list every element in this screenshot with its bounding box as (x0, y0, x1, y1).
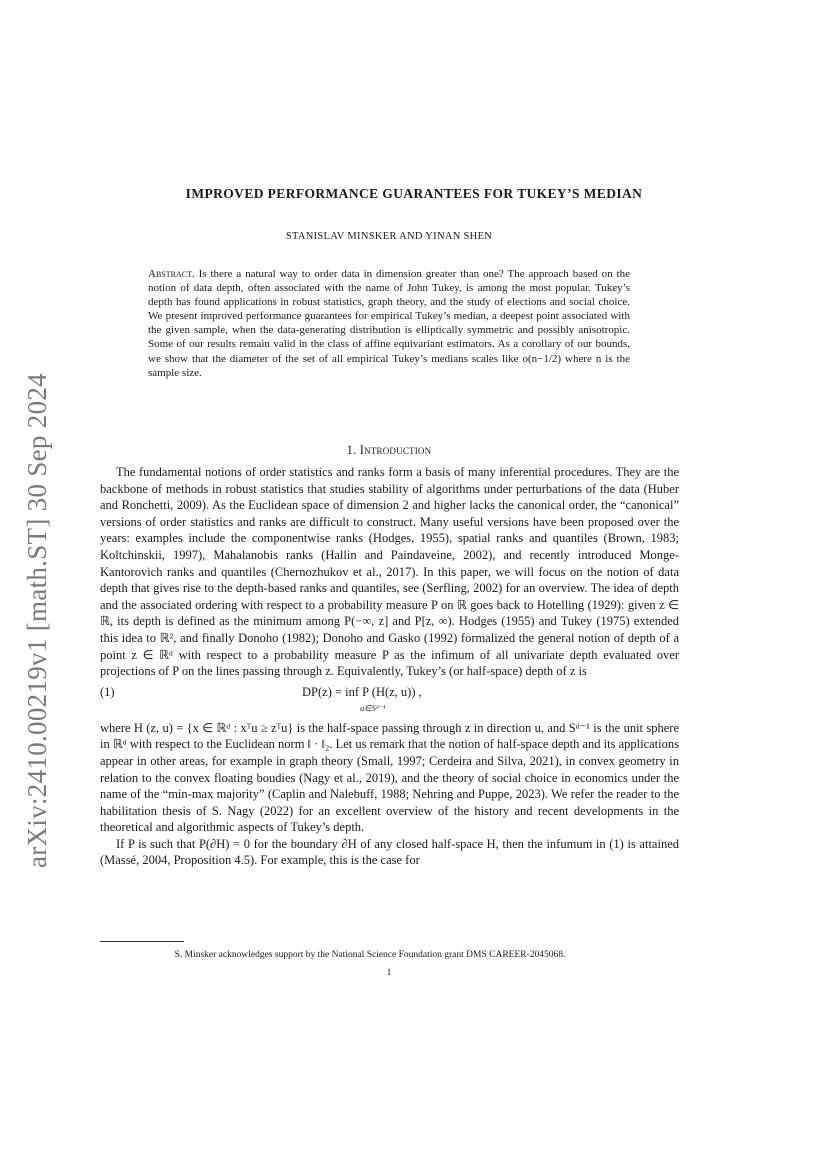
footnote: S. Minsker acknowledges support by the National Science Foundation grant DMS CAREER-2045068. (174, 950, 566, 960)
section-heading (0, 443, 778, 458)
paper-authors: STANISLAV MINSKER AND YINAN SHEN (285, 231, 493, 242)
paper-title: IMPROVED PERFORMANCE GUARANTEES FOR TUKEY’S MEDIAN (185, 186, 643, 201)
section-number: 1. (346, 443, 357, 457)
page-number: 1 (386, 968, 392, 978)
paragraph-2: where H (z, u) = {x ∈ ℝᵈ : xᵀu ≥ zᵀu} is the half-space passing through z in direction u, and Sᵈ⁻¹ is the unit sphere in ℝᵈ with respect to the Euclidean norm ‖ · ‖₂. Let us remark that the notion of half-space depth and its applications appear in other areas, for example in graph theory (Small, 1997; Cerdeira and Silva, 2021), in convex geometry in relation to the convex floating boudies (Nagy et al., 2019), and the theory of social choice in economics under the name of the “min-max majority” (Caplin and Nalebuff, 1988; Nehring and Puppe, 2023). We refer the reader to the habilitation thesis of S. Nagy (2022) for an excellent overview of the history and recent developments in the theoretical and algorithmic aspects of Tukey’s depth. (100, 720, 679, 835)
equation-number: (1) (100, 684, 115, 699)
abstract (148, 267, 630, 380)
body-text (100, 464, 679, 869)
arxiv-sidebar-stamp (22, 340, 52, 900)
equation-expression: DP(z) = inf P (H(z, u)) , (302, 684, 422, 699)
paragraph-1: The fundamental notions of order statistics and ranks form a basis of many inferential procedures. They are the backbone of methods in robust statistics that studies stability of algorithms under perturbations of the data (Huber and Ronchetti, 2009). As the Euclidean space of dimension 2 and higher lacks the canonical order, the “canonical” versions of order statistics and ranks are difficult to construct. Many useful versions have been proposed over the years: examples include the componentwise ranks (Hodges, 1955), spatial ranks and quantiles (Brown, 1983; Koltchinskii, 1997), Mahalanobis ranks (Hallin and Paindaveine, 2002), and recently introduced Monge-Kantorovich ranks and quantiles (Chernozhukov et al., 2017). In this paper, we will focus on the notion of data depth that gives rise to the depth-based ranks and quantiles, see (Serfling, 2002) for an overview. The idea of depth and the associated ordering with respect to a probability measure P on ℝ goes back to Hotelling (1929): given z ∈ ℝ, its depth is defined as the minimum among P(−∞, z] and P[z, ∞). Hodges (1955) and Tukey (1975) extended this idea to ℝ², and finally Donoho (1982); Donoho and Gasko (1992) formalized the general notion of depth of a point z ∈ ℝᵈ with respect to a probability measure P as the infimum of all univariate depth evaluated over projections of P on the lines passing through z. Equivalently, Tukey’s (or half-space) depth of z is (100, 465, 679, 679)
section-title: Introduction (359, 443, 432, 457)
abstract-label: Abstract. (148, 268, 195, 280)
paragraph-3: If P is such that P(∂H) = 0 for the boundary ∂H of any closed half-space H, then the infumum in (1) is attained (Massé, 2004, Proposition 4.5). For example, this is the case for (100, 836, 679, 868)
abstract-text: Is there a natural way to order data in dimension greater than one? The approach based on the notion of data depth, often associated with the name of John Tukey, is among the most popular. Tukey’s depth has found applications in robust statistics, graph theory, and the study of elections and social choice. We present improved performance guarantees for empirical Tukey’s median, a deepest point associated with the given sample, when the data-generating distribution is elliptically symmetric and possibly anisotropic. Some of our results remain valid in the class of affine equivariant estimators. As a corollary of our bounds, we show that the diameter of the set of all empirical Tukey’s medians scales like o(n−1/2) where n is the sample size. (148, 268, 630, 379)
footnote-rule (100, 941, 184, 942)
arxiv-id-text: arXiv:2410.00219v1 [math.ST] 30 Sep 2024 (21, 372, 52, 868)
equation-1 (100, 682, 679, 718)
equation-subscript: u∈Sᵈ⁻¹ (360, 702, 386, 713)
